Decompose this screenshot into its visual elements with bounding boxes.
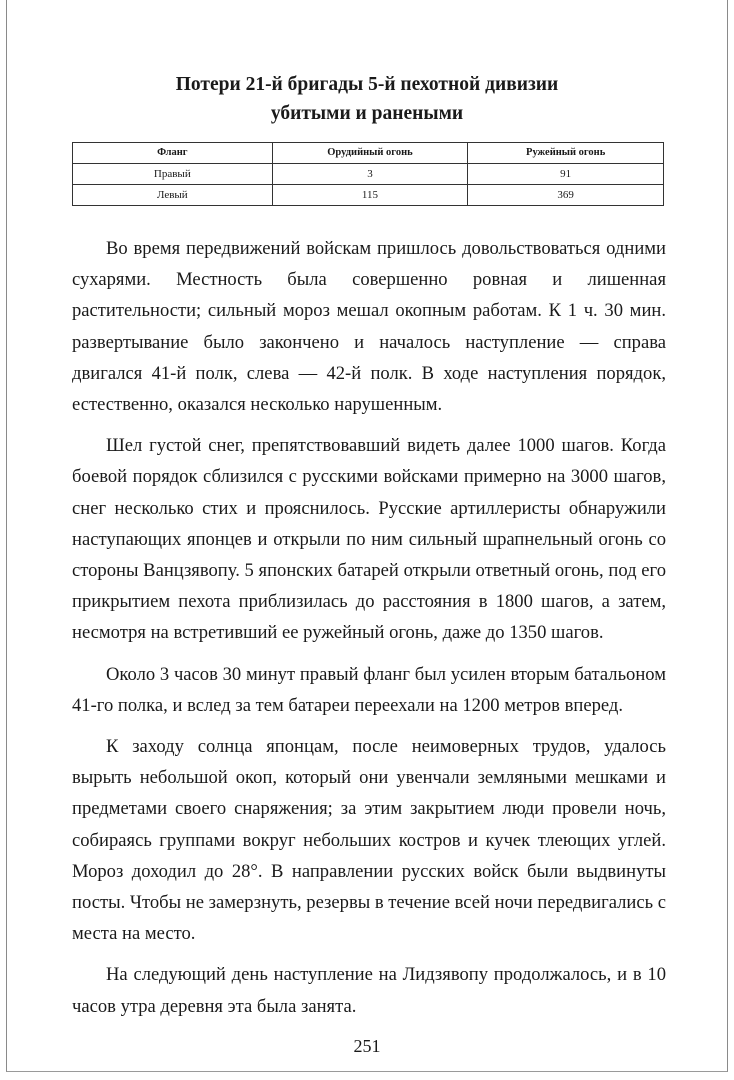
header-flank: Фланг xyxy=(73,143,273,164)
losses-table xyxy=(72,142,664,206)
cell-flank: Левый xyxy=(73,185,273,206)
table-title-line-2: убитыми и ранеными xyxy=(270,103,464,124)
paragraph: Около 3 часов 30 минут правый фланг был усилен вторым батальоном 41-го полка, и вслед за тем батареи переехали на 1200 метров вперед. xyxy=(72,663,666,716)
table-title xyxy=(0,70,734,128)
paragraph: К заходу солнца японцам, после неимоверных трудов, удалось вырыть небольшой окоп, который они увенчали земляными мешками и предметами своего снаряжения; за этим закрытием люди провели ночь, собираясь группами вокруг небольших костров и кучек тлеющих углей. Мороз доходил до 28°. В направлении русских войск были выдвинуты посты. Чтобы не замерзнуть, резервы в течение всей ночи передвигались с места на место. xyxy=(72,736,666,945)
table-title-line-1: Потери 21-й бригады 5-й пехотной дивизии xyxy=(175,74,559,95)
paragraph: Шел густой снег, препятствовавший видеть далее 1000 шагов. Когда боевой порядок сблизился с русскими войсками примерно на 3000 шагов, снег несколько стих и прояснилось. Русские артиллеристы обнаружили наступающих японцев и открыли по ним сильный шрапнельный огонь со стороны Ванцзявопу. 5 японских батарей открыли ответный огонь, под его прикрытием пехота приблизилась до расстояния в 1800 шагов, а затем, несмотря на встретивший ее ружейный огонь, даже до 1350 шагов. xyxy=(72,435,666,644)
paragraph: На следующий день наступление на Лидзявопу продолжалось, и в 10 часов утра деревня эта была занята. xyxy=(72,964,666,1017)
cell-artillery-fire: 115 xyxy=(272,185,468,206)
header-artillery-fire: Орудийный огонь xyxy=(272,143,468,164)
header-rifle-fire: Ружейный огонь xyxy=(468,143,664,164)
table-header-row xyxy=(73,143,664,164)
page-number: 251 xyxy=(353,1036,381,1056)
table-row xyxy=(73,185,664,206)
losses-table-wrapper xyxy=(72,142,664,206)
table-row xyxy=(73,164,664,185)
cell-rifle-fire: 369 xyxy=(468,185,664,206)
body-text xyxy=(72,233,666,1032)
cell-rifle-fire: 91 xyxy=(468,164,664,185)
cell-flank: Правый xyxy=(73,164,273,185)
cell-artillery-fire: 3 xyxy=(272,164,468,185)
paragraph: Во время передвижений войскам пришлось довольствоваться одними сухарями. Местность была совершенно ровная и лишенная растительности; сильный мороз мешал окопным работам. К 1 ч. 30 мин. развертывание было закончено и началось наступление — справа двигался 41-й полк, слева — 42-й полк. В ходе наступления порядок, естественно, оказался несколько нарушенным. xyxy=(72,238,666,416)
